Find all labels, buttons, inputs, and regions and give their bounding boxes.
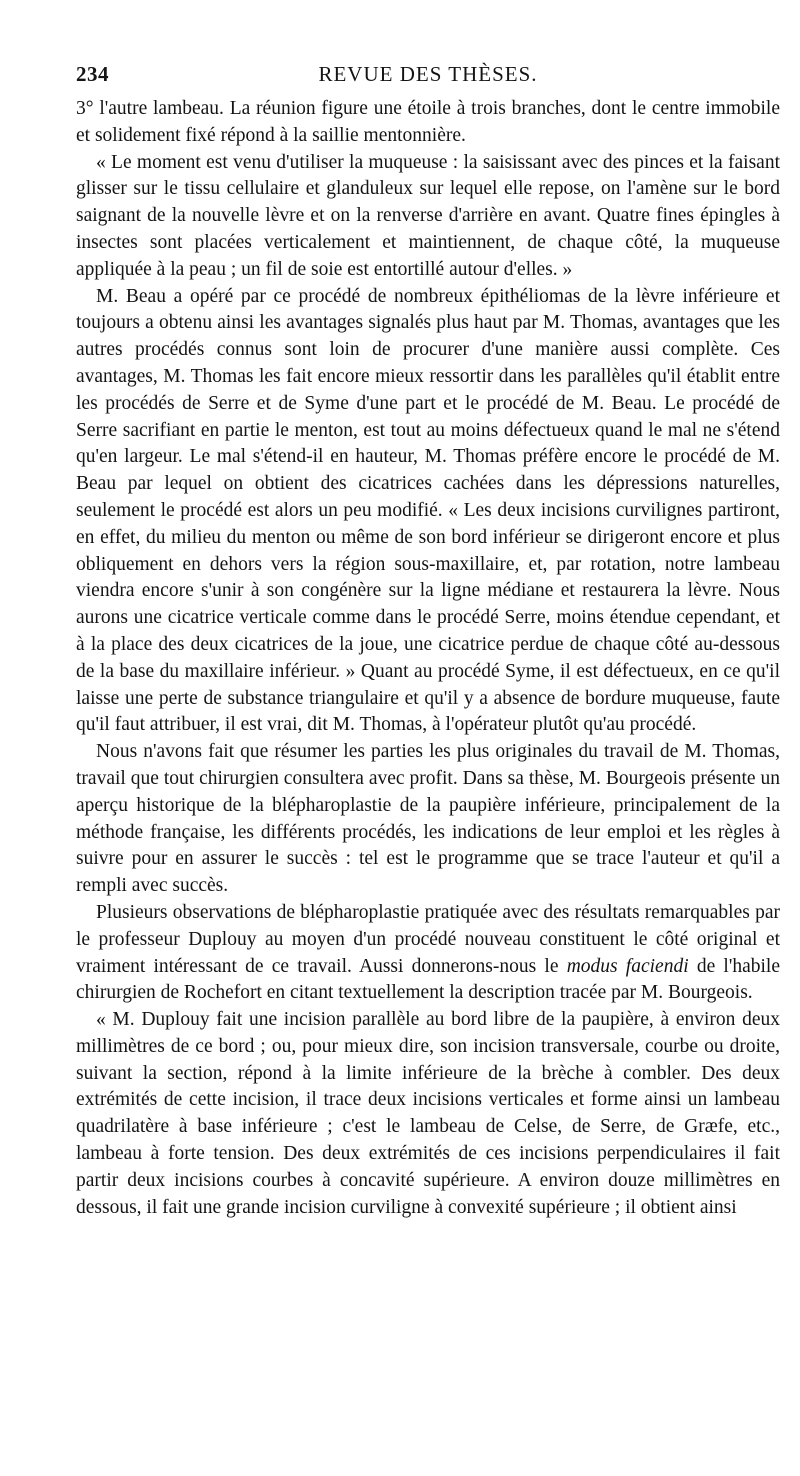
paragraph-quote-muqueuse: « Le moment est venu d'utiliser la muqueuse : la saisissant avec des pinces et la faisant glisser sur le tissu cellulaire et glanduleux sur lequel elle repose, on l'amène sur le bord saignant de la nouvelle lèvre et on la renverse d'arrière en avant. Quatre fines épingles à insectes sont placées verticalement et maintiennent, de chaque côté, la muqueuse appliquée à la peau ; un fil de soie est entortillé autour d'elles. » xyxy=(76,151,780,280)
paragraph-text-before: Plusieurs observations de blépharoplastie pratiquée avec des résultats remarquables par le professeur Duplouy au moyen d'un procédé nouveau constituent le côté original et vraiment intéressant de ce travail. Aussi donnerons-nous le xyxy=(76,901,780,977)
page-number: 234 xyxy=(76,62,109,86)
paragraph-quote-duplouy: « M. Duplouy fait une incision parallèle au bord libre de la paupière, à environ deux millimètres de ce bord ; ou, pour mieux dire, son incision transversale, courbe ou droite, suivant la section, répond à la limite inférieure de la brèche à combler. Des deux extrémités de cette incision, il trace deux incisions verticales et forme ainsi un lambeau quadrilatère à base inférieure ; c'est le lambeau de Celse, de Serre, de Græfe, etc., lambeau à forte tension. Des deux extrémités de ces incisions perpendiculaires il fait partir deux incisions courbes à concavité supérieure. A environ douze millimètres en dessous, il fait une grande incision curviligne à convexité supérieure ; il obtient ainsi xyxy=(76,1009,780,1218)
paragraph-beau-procedure: M. Beau a opéré par ce procédé de nombreux épithéliomas de la lèvre inférieure et toujours a obtenu ainsi les avantages signalés plus haut par M. Thomas, avantages que les autres procédés connus sont loin de procurer d'une manière aussi complète. Ces avantages, M. Thomas les fait encore mieux ressortir dans les parallèles qu'il établit entre les procédés de Serre et de Syme d'une part et le procédé de M. Beau. Le procédé de Serre sacrifiant en partie le menton, est tout au moins défectueux quand le mal ne s'étend qu'en largeur. Le mal s'étend-il en hauteur, M. Thomas préfère encore le procédé de M. Beau par lequel on obtient des cicatrices cachées dans les dépressions naturelles, seulement le procédé est alors un peu modifié. « Les deux incisions curvilignes partiront, en effet, du milieu du menton ou même de son bord inférieur se dirigeront encore et plus obliquement en dehors vers la région sous-maxillaire, et, par rotation, notre lambeau viendra encore s'unir à son congénère sur la ligne médiane et restaurera la lèvre. Nous aurons une cicatrice verticale comme dans le procédé Serre, moins étendue cependant, et à la place des deux cicatrices de la joue, une cicatrice perdue de chaque côté au-dessous de la base du maxillaire inférieur. » Quant au procédé Syme, il est défectueux, en ce qu'il laisse une perte de substance triangulaire et qu'il y a absence de bordure muqueuse, faute qu'il faut attribuer, il est vrai, dit M. Thomas, à l'opérateur plutôt qu'au procédé. xyxy=(76,285,780,736)
paragraph-text-after: de l'habile chirurgien de Rochefort en citant textuellement la description tracée par M. Bourgeois. xyxy=(76,955,781,1004)
page-header xyxy=(76,62,780,96)
italic-term: modus faciendi xyxy=(566,955,689,977)
paragraph-duplouy-observations xyxy=(76,900,780,1007)
document-page xyxy=(76,62,780,1457)
running-title: REVUE DES THÈSES. xyxy=(318,62,538,86)
paragraph-continuation: 3° l'autre lambeau. La réunion figure une étoile à trois branches, dont le centre immobile et solidement fixé répond à la saillie mentonnière. xyxy=(76,98,780,146)
paragraph-summary-bourgeois: Nous n'avons fait que résumer les parties les plus originales du travail de M. Thomas, travail que tout chirurgien consultera avec profit. Dans sa thèse, M. Bourgeois présente un aperçu historique de la blépharoplastie de la paupière inférieure, principalement de la méthode française, les différents procédés, les indications de leur emploi et les règles à suivre pour en assurer le succès : tel est le programme que se trace l'auteur et qu'il a rempli avec succès. xyxy=(76,741,780,897)
body-text xyxy=(76,96,780,1221)
